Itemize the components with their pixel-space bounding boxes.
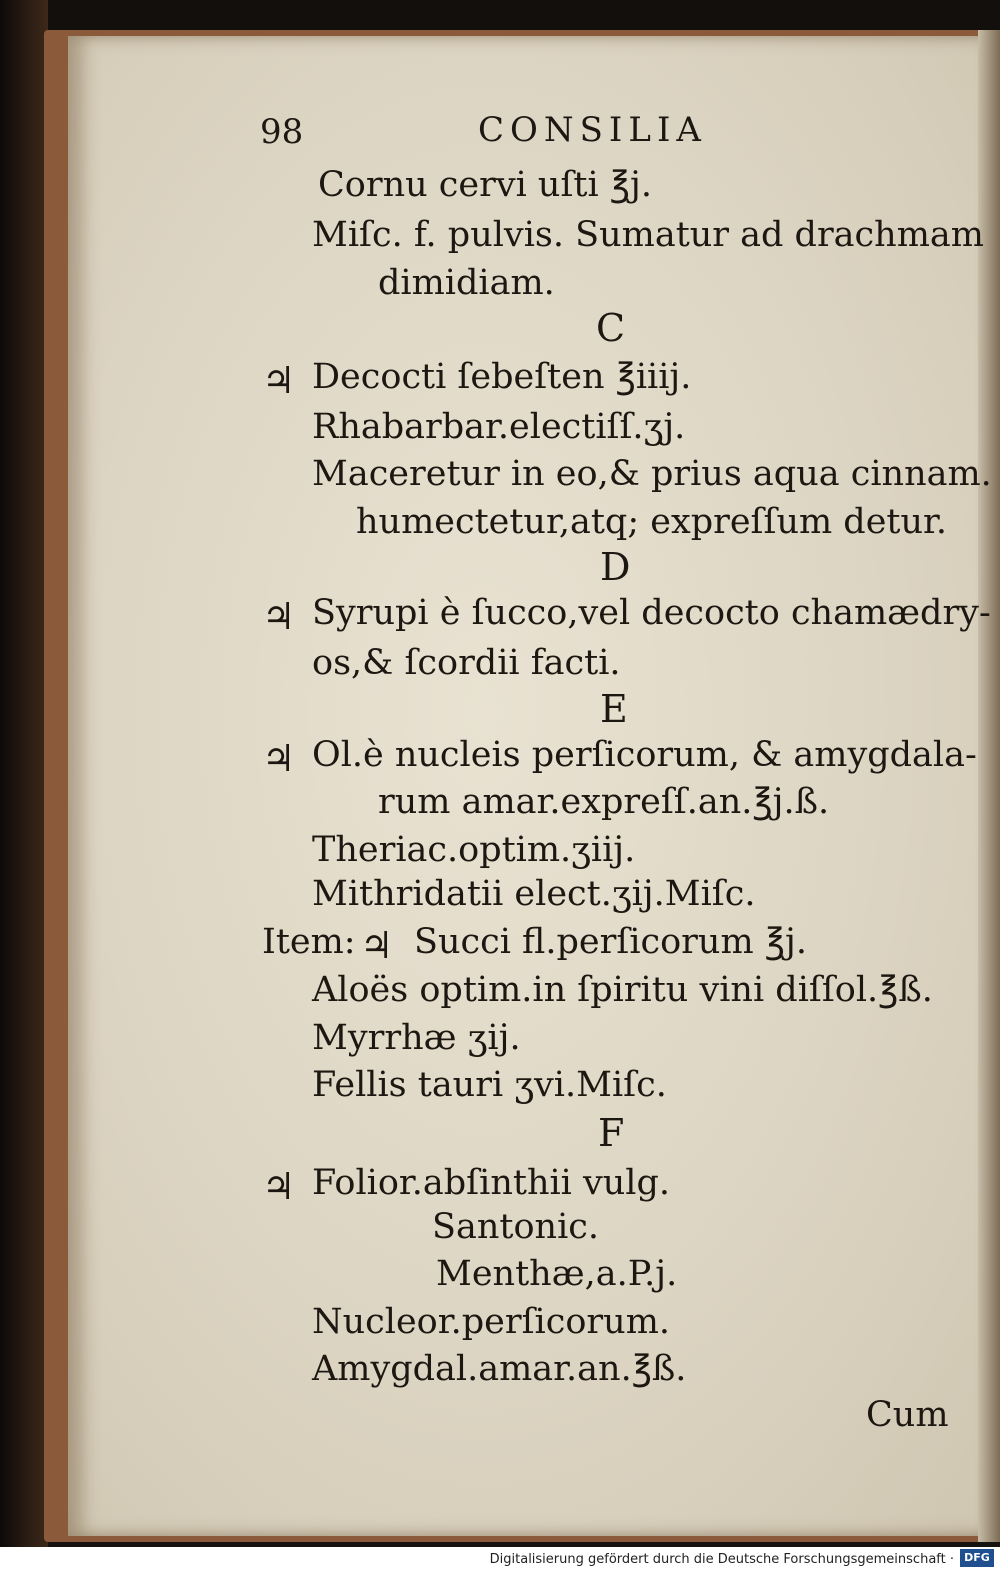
recipe-symbol-icon: ♃ xyxy=(262,359,296,402)
text-line: humectetur,atq; expreſſum detur. xyxy=(356,502,948,542)
text-line: rum amar.expreſſ.an.℥j.ß. xyxy=(378,782,830,822)
page-right-edge xyxy=(978,30,1000,1542)
text-line: Aloës optim.in ſpiritu vini diſſol.℥ß. xyxy=(312,970,933,1010)
section-letter: C xyxy=(596,306,626,350)
dfg-logo-icon: DFG xyxy=(960,1549,994,1567)
text-line: Item: xyxy=(262,922,356,962)
text-line: Folior.abſinthii vulg. xyxy=(312,1163,671,1203)
text-line: Rhabarbar.electiſſ.ʒj. xyxy=(312,407,686,447)
recipe-symbol-icon: ♃ xyxy=(360,924,394,967)
text-line: Nucleor.perſicorum. xyxy=(312,1302,671,1342)
text-line: os,& ſcordii facti. xyxy=(312,643,621,683)
text-line: Maceretur in eo,& prius aqua cinnam. xyxy=(312,454,992,494)
text-line: Decocti ſebeſten ℥iiij. xyxy=(312,357,692,397)
text-line: Syrupi è ſucco,vel decocto chamædry- xyxy=(312,593,991,633)
section-letter: E xyxy=(600,687,628,731)
recipe-symbol-icon: ♃ xyxy=(262,737,296,780)
text-line: Miſc. f. pulvis. Sumatur ad drachmam xyxy=(312,215,984,255)
text-line: Santonic. xyxy=(432,1207,599,1247)
text-line: Ol.è nucleis perſicorum, & amygdala- xyxy=(312,735,977,775)
text-line: Menthæ,a.P.j. xyxy=(436,1254,678,1294)
text-line: Myrrhæ ʒij. xyxy=(312,1018,521,1058)
running-title: CONSILIA xyxy=(478,110,707,150)
text-line: Amygdal.amar.an.℥ß. xyxy=(312,1349,687,1389)
recipe-symbol-icon: ♃ xyxy=(262,1165,296,1208)
page-number: 98 xyxy=(260,112,304,152)
digitization-note: Digitalisierung gefördert durch die Deutsche Forschungsgemeinschaft · xyxy=(489,1552,954,1567)
section-letter: F xyxy=(598,1111,625,1155)
recipe-symbol-icon: ♃ xyxy=(262,595,296,638)
catchword: Cum xyxy=(866,1395,949,1435)
text-line: Succi fl.perſicorum ℥j. xyxy=(414,922,807,962)
book-binding xyxy=(0,0,48,1590)
top-shadow xyxy=(0,0,1000,30)
text-line: Cornu cervi uſti ℥j. xyxy=(318,165,653,205)
text-line: Fellis tauri ʒvi.Miſc. xyxy=(312,1065,667,1105)
text-line: Mithridatii elect.ʒij.Miſc. xyxy=(312,874,756,914)
text-line: Theriac.optim.ʒiij. xyxy=(312,830,636,870)
text-line: dimidiam. xyxy=(378,263,555,303)
section-letter: D xyxy=(600,545,631,589)
